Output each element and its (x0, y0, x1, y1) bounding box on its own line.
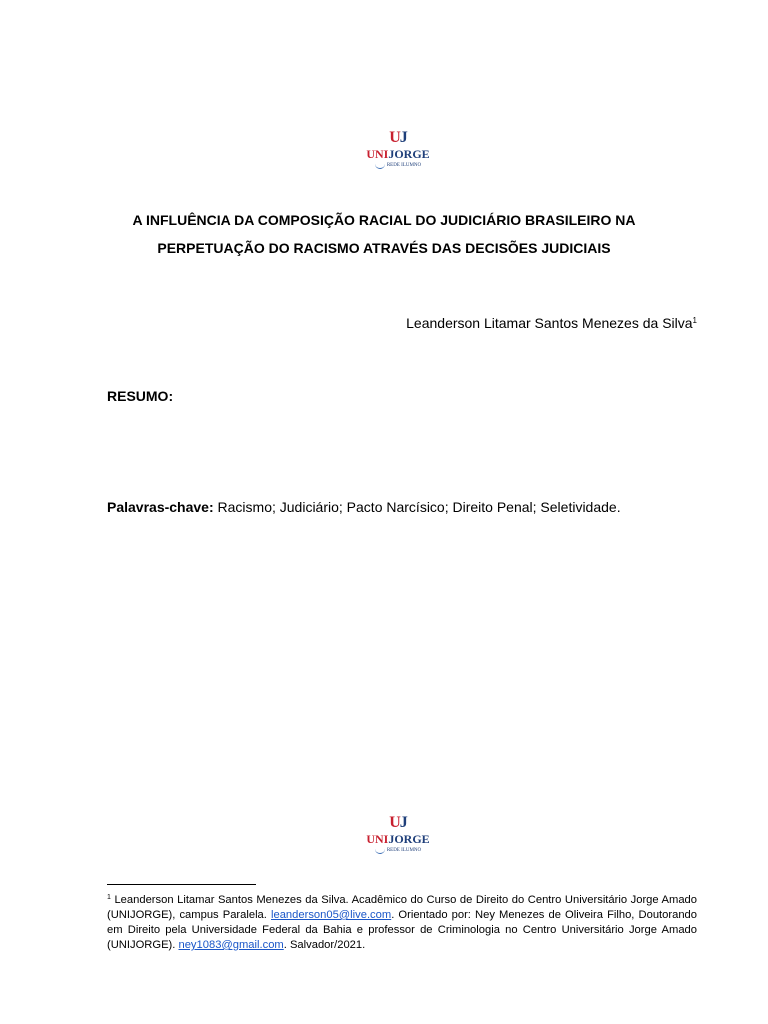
keywords-label: Palavras-chave: (107, 499, 214, 515)
logo-monogram: UJ (389, 129, 407, 146)
keywords-text: Racismo; Judiciário; Pacto Narcísico; Direito Penal; Seletividade. (213, 499, 621, 515)
email-link-2[interactable]: ney1083@gmail.com (178, 939, 284, 951)
title-line-2: PERPETUAÇÃO DO RACISMO ATRAVÉS DAS DECISÕES JUDICIAIS (157, 240, 611, 256)
document-title (100, 206, 668, 262)
abstract-heading: RESUMO: (107, 388, 174, 404)
footnote-text-1: Leanderson Litamar Santos Menezes da Silva. Acadêmico do Curso de Direito do Centro Universitário Jorge Amado (UNIJORGE), campus Paralela. (107, 894, 697, 921)
logo-wordmark: UNIJORGE (366, 832, 430, 846)
footnote-text-2: . Orientado por: Ney Menezes de Oliveira Filho, Doutorando em Direito pela Universidade Federal da Bahia e professor de Criminologia no Centro Universitário Jorge Amado (UNIJORGE). (107, 909, 697, 951)
footnote (107, 890, 697, 953)
logo-subtitle: REDE ILUMNO (375, 848, 421, 854)
title-line-1: A INFLUÊNCIA DA COMPOSIÇÃO RACIAL DO JUDICIÁRIO BRASILEIRO NA (132, 212, 636, 228)
footnote-separator (107, 884, 256, 885)
swoosh-icon (375, 849, 385, 854)
author-footnote-mark[interactable]: 1 (692, 316, 697, 325)
logo-wordmark: UNIJORGE (366, 147, 430, 161)
swoosh-icon (375, 164, 385, 169)
footer-logo (358, 815, 438, 875)
footnote-mark: 1 (107, 894, 111, 901)
author-line (406, 311, 697, 333)
logo-monogram: UJ (389, 814, 407, 831)
footnote-text-3: . Salvador/2021. (283, 939, 366, 951)
header-logo (358, 130, 438, 190)
logo-subtitle: REDE ILUMNO (375, 163, 421, 169)
keywords-line (107, 497, 621, 517)
author-name: Leanderson Litamar Santos Menezes da Silva (406, 315, 693, 331)
email-link-1[interactable]: leanderson05@live.com (271, 909, 392, 921)
